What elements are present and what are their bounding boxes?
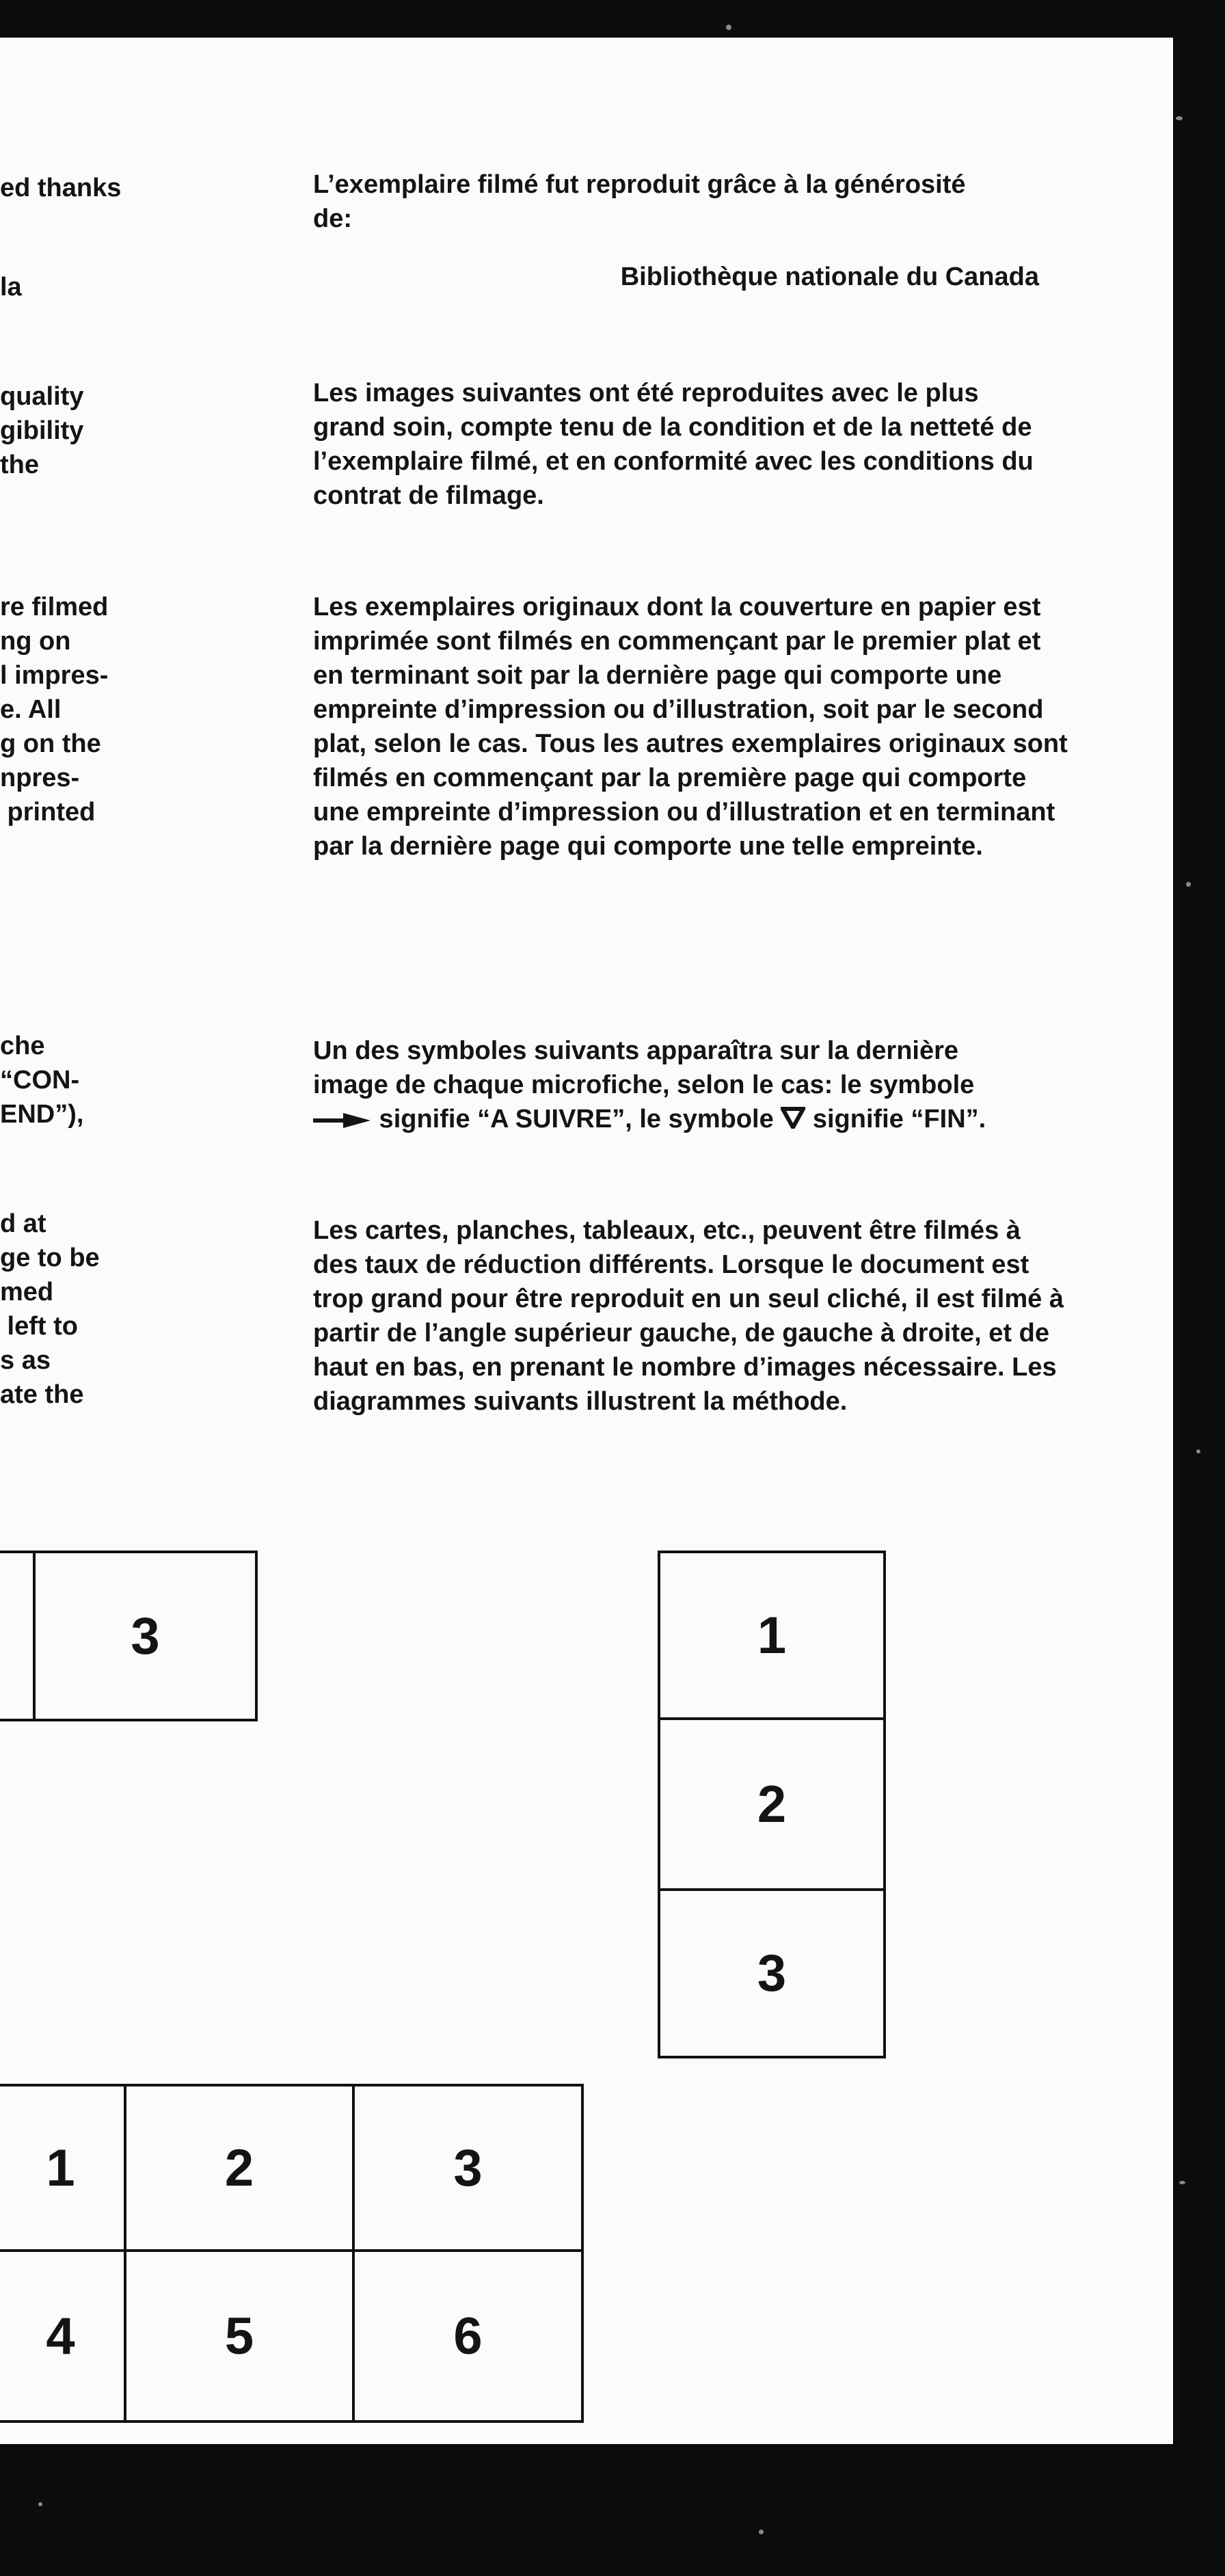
document-page xyxy=(0,38,1173,2444)
fragment-line: s as xyxy=(0,1346,51,1375)
diagram-row-cell: 3 xyxy=(33,1553,255,1719)
scan-speck xyxy=(1196,1449,1200,1453)
scan-speck xyxy=(38,2502,42,2506)
diagram-row-cell-cut xyxy=(0,1553,33,1719)
fragment-line: e. All xyxy=(0,695,62,724)
diagram-grid-cell: 2 xyxy=(126,2087,355,2252)
fragment-line: the xyxy=(0,451,39,479)
symbols-text-part-3: signifie “FIN”. xyxy=(805,1105,986,1133)
diagram-column-cell: 2 xyxy=(660,1717,883,1888)
diagram-column xyxy=(658,1551,886,2058)
fragment-line: “CON- xyxy=(0,1066,80,1095)
fragment-line: ate the xyxy=(0,1380,84,1409)
left-fragment-thanks xyxy=(0,171,121,205)
scan-speck xyxy=(1179,2181,1185,2184)
fragment-line: g on the xyxy=(0,729,101,758)
fragment-line: printed xyxy=(0,798,96,827)
fragment-line: quality xyxy=(0,382,84,411)
left-fragment-microfiche xyxy=(0,1029,83,1131)
fragment-line: che xyxy=(0,1032,45,1060)
fragment-line: END”), xyxy=(0,1100,84,1129)
scan-speck xyxy=(726,25,731,30)
symbols-text-part-1: Un des symboles suivants apparaîtra sur la dernière image de chaque microfiche, selon le cas: le symbole xyxy=(313,1036,975,1099)
maps-paragraph: Les cartes, planches, tableaux, etc., peuvent être filmés à des taux de réduction différents. Lorsque le document est trop grand pour être reproduit en un seul cliché, il est filmé à partir de l’angle supérieur gauche, de gauche à droite, et de haut en bas, en prenant le nombre d’images nécessaire. Les diagrammes suivants illustrent la méthode. xyxy=(313,1216,1064,1416)
arrow-continued-icon xyxy=(313,1111,372,1130)
fragment-line: ge to be xyxy=(0,1244,100,1272)
diagram-grid-cell: 1 xyxy=(0,2087,126,2252)
symbols-paragraph xyxy=(313,1034,1031,1136)
left-fragment-la xyxy=(0,270,22,304)
scan-speck xyxy=(1176,116,1183,120)
diagram-column-cell: 3 xyxy=(660,1888,883,2056)
fragment-line: npres- xyxy=(0,764,80,792)
diagram-grid-cell: 5 xyxy=(126,2252,355,2420)
fragment-line: med xyxy=(0,1278,54,1306)
symbols-text-part-2: signifie “A SUIVRE”, le symbole xyxy=(372,1105,781,1133)
fragment-line: re filmed xyxy=(0,593,109,621)
diagram-grid-cell: 3 xyxy=(355,2087,581,2252)
quality-paragraph: Les images suivantes ont été reproduites avec le plus grand soin, compte tenu de la condition et de la netteté de l’exemplaire filmé, et en conformité avec les conditions du contrat de filmage. xyxy=(313,379,1034,510)
diagram-row xyxy=(0,1551,258,1721)
fragment-line: gibility xyxy=(0,416,84,445)
left-fragment-maps xyxy=(0,1207,100,1412)
scan-speck xyxy=(759,2530,764,2534)
fragment-line: d at xyxy=(0,1209,46,1238)
left-fragment-quality xyxy=(0,379,83,482)
diagram-grid-cell: 4 xyxy=(0,2252,126,2420)
diagram-grid-cell: 6 xyxy=(453,2307,483,2365)
diagram-column-cell: 1 xyxy=(757,1606,787,1665)
fragment-line: l impres- xyxy=(0,661,109,690)
fragment-line: ng on xyxy=(0,627,71,656)
filming-order-paragraph: Les exemplaires originaux dont la couverture en papier est imprimée sont filmés en commençant par le premier plat et en terminant soit par la dernière page qui comporte une empreinte d’impression ou d’illustration, soit par le second plat, selon le cas. Tous les autres exemplaires originaux sont filmés en commençant par la première page qui comporte une empreinte d’impression ou d’illustration et en terminant par la dernière page qui comporte une telle empreinte. xyxy=(313,593,1068,861)
intro-paragraph: L’exemplaire filmé fut reproduit grâce à la générosité de: xyxy=(313,170,966,233)
left-fragment-filmed xyxy=(0,590,108,829)
fragment-line: la xyxy=(0,273,22,301)
source-institution: Bibliothèque nationale du Canada xyxy=(620,263,1039,291)
fragment-line: left to xyxy=(0,1312,78,1341)
scan-speck xyxy=(1186,882,1191,887)
diagram-grid xyxy=(0,2084,584,2423)
triangle-end-icon xyxy=(781,1107,805,1129)
fragment-line: ed thanks xyxy=(0,174,122,202)
